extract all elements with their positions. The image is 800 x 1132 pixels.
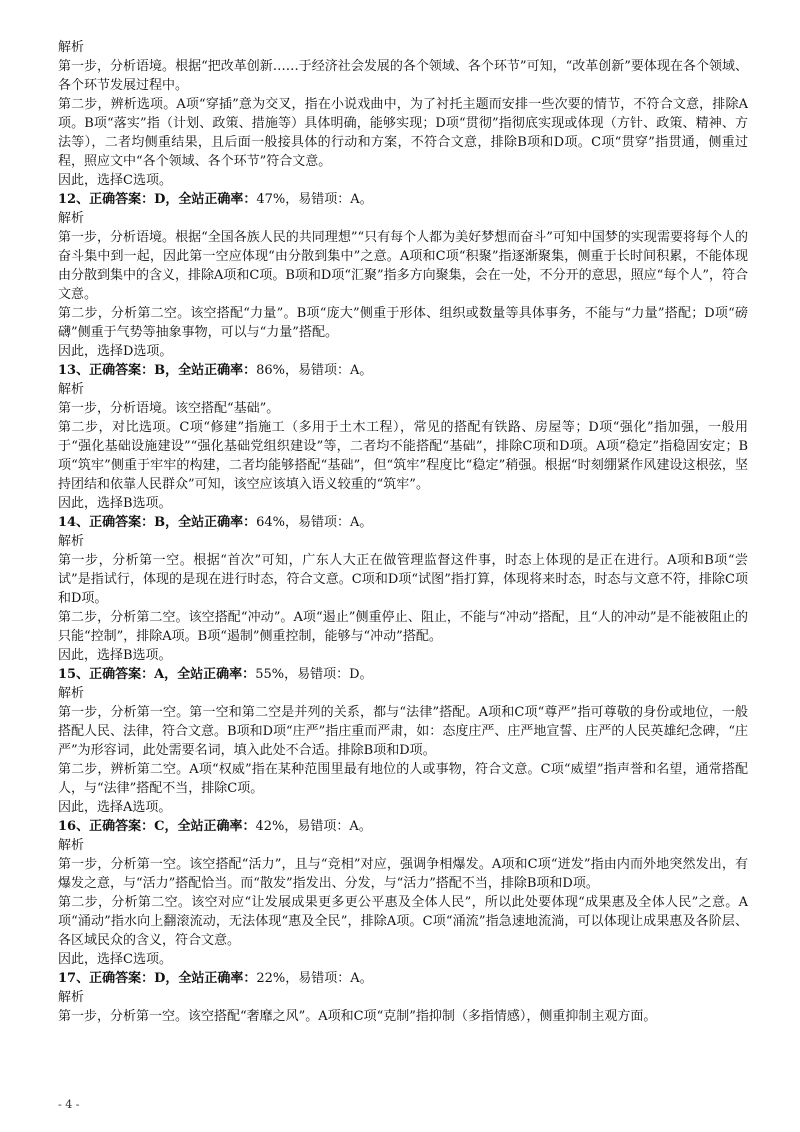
analysis-paragraph: 第二步，分析第二空。该空搭配“力量”。B项“庞大”侧重于形体、组织或数量等具体事务，不能与“力量”搭配；D项“磅礴”侧重于气势等抽象事物，可以与“力量”搭配。 [58, 306, 748, 340]
answer-key: 12、正确答案：D，全站正确率： [58, 192, 257, 207]
answer-stats: 64%，易错项：A。 [256, 515, 373, 530]
analysis-paragraph: 第二步，对比选项。C项“修建”指施工（多用于土木工程），常见的搭配有铁路、房屋等；D项“强化”指加强，一般用于“强化基础设施建设”“强化基础党组织建设”等，二者均不能搭配“基础”，排除C项和D项。A项“稳定”指稳固安定；B项“筑牢”侧重于牢牢的构建，二者均能够搭配“基础”，但“筑牢”程度比“稳定”稍强。根据“时刻绷紧作风建设这根弦，坚持团结和依靠人民群众”可知，该空应该填入语义较重的“筑牢”。 [58, 420, 748, 492]
answer-line [58, 361, 748, 380]
analysis-label: 解析 [58, 838, 85, 853]
analysis-paragraph: 因此，选择B选项。 [58, 648, 172, 663]
answer-section [58, 969, 748, 1026]
analysis-paragraph: 第一步，分析第一空。该空搭配“活力”，且与“竞相”对应，强调争相爆发。A项和C项“迸发”指由内而外地突然发出，有爆发之意，与“活力”搭配恰当。而“散发”指发出、分发，与“活力”搭配不当，排除B项和D项。 [58, 857, 748, 891]
analysis-paragraph: 第一步，分析第一空。第一空和第二空是并列的关系，都与“法律”搭配。A项和C项“尊严”指可尊敬的身份或地位，一般搭配人民、法律，符合文意。B项和D项“庄严”指庄重而严肃，如：态度庄严、庄严地宣誓、庄严的人民英雄纪念碑，“庄严”为形容词，此处需要名词，填入此处不合适。排除B项和D项。 [58, 705, 748, 758]
answer-key: 17、正确答案：D，全站正确率： [58, 971, 257, 986]
document-body [58, 38, 748, 1026]
answer-key: 16、正确答案：C，全站正确率： [58, 819, 256, 834]
analysis-paragraph: 第一步，分析语境。根据“把改革创新……于经济社会发展的各个领域、各个环节”可知，“改革创新”要体现在各个领域、各个环节发展过程中。 [58, 59, 748, 93]
analysis-paragraph: 因此，选择A选项。 [58, 800, 172, 815]
answer-section [58, 361, 748, 513]
analysis-paragraph: 第二步，辨析第二空。A项“权威”指在某种范围里最有地位的人或事物，符合文意。C项“威望”指声誉和名望，通常搭配人，与“法律”搭配不当，排除C项。 [58, 762, 748, 796]
answer-key: 13、正确答案：B，全站正确率： [58, 363, 257, 378]
analysis-label: 解析 [58, 382, 85, 397]
answer-line [58, 513, 748, 532]
analysis-paragraph: 第二步，分析第二空。该空对应“让发展成果更多更公平惠及全体人民”，所以此处要体现“成果惠及全体人民”之意。A项“涌动”指水向上翻滚流动，无法体现“惠及全民”，排除A项。C项“涌流”指急速地流淌，可以体现让成果惠及各阶层、各区域民众的含义，符合文意。 [58, 895, 748, 948]
page-number: - 4 - [58, 1098, 80, 1111]
analysis-paragraph: 第一步，分析第一空。根据“首次”可知，广东人大正在做管理监督这件事，时态上体现的是正在进行。A项和B项“尝试”是指试行，体现的是现在进行时态，符合文意。C项和D项“试图”指打算，体现将来时态，时态与文意不符，排除C项和D项。 [58, 553, 748, 606]
analysis-paragraph: 因此，选择B选项。 [58, 496, 172, 511]
answer-key: 14、正确答案：B，全站正确率： [58, 515, 257, 530]
analysis-label: 解析 [58, 686, 85, 701]
answer-stats: 86%，易错项：A。 [256, 363, 373, 378]
analysis-paragraph: 因此，选择D选项。 [58, 344, 173, 359]
analysis-paragraph: 因此，选择C选项。 [58, 173, 172, 188]
answer-line [58, 665, 748, 684]
answer-stats: 47%，易错项：A。 [256, 192, 373, 207]
answer-section [58, 190, 748, 361]
analysis-paragraph: 因此，选择C选项。 [58, 952, 172, 967]
answer-stats: 55%，易错项：D。 [255, 667, 373, 682]
answer-line [58, 190, 748, 209]
answer-section [58, 665, 748, 817]
analysis-label: 解析 [58, 990, 85, 1005]
analysis-paragraph: 第一步，分析语境。该空搭配“基础”。 [58, 401, 280, 416]
answer-stats: 22%，易错项：A。 [256, 971, 373, 986]
analysis-paragraph: 第二步，辨析选项。A项“穿插”意为交叉，指在小说戏曲中，为了衬托主题而安排一些次要的情节，不符合文意，排除A项。B项“落实”指（计划、政策、措施等）具体明确，能够实现；D项“贯彻”指彻底实现或体现（方针、政策、精神、方法等），二者均侧重结果，且后面一般接具体的行动和方案，不符合文意，排除B项和D项。C项“贯穿”指贯通，侧重过程，照应文中“各个领域、各个环节”符合文意。 [58, 97, 748, 169]
analysis-paragraph: 第一步，分析第一空。该空搭配“奢靡之风”。A项和C项“克制”指抑制（多指情感），侧重抑制主观方面。 [58, 1009, 657, 1024]
analysis-label: 解析 [58, 40, 85, 55]
answer-key: 15、正确答案：A，全站正确率： [58, 667, 256, 682]
analysis-label: 解析 [58, 534, 85, 549]
analysis-paragraph: 第二步，分析第二空。该空搭配“冲动”。A项“遏止”侧重停止、阻止，不能与“冲动”搭配，且“人的冲动”是不能被阻止的只能“控制”，排除A项。B项“遏制”侧重控制，能够与“冲动”搭配。 [58, 610, 748, 644]
answer-line [58, 969, 748, 988]
answer-line [58, 817, 748, 836]
answer-section [58, 38, 748, 190]
analysis-paragraph: 第一步，分析语境。根据“全国各族人民的共同理想”“只有每个人都为美好梦想而奋斗”可知中国梦的实现需要将每个人的奋斗集中到一起，因此第一空应体现“由分散到集中”之意。A项和C项“积聚”指逐渐聚集，侧重于长时间积累，不能体现由分散到集中的含义，排除A项和C项。B项和D项“汇聚”指多方向聚集，会在一处，不分开的意思，照应“每个人”，符合文意。 [58, 230, 748, 302]
answer-section [58, 817, 748, 969]
analysis-label: 解析 [58, 211, 85, 226]
answer-stats: 42%，易错项：A。 [255, 819, 372, 834]
answer-section [58, 513, 748, 665]
